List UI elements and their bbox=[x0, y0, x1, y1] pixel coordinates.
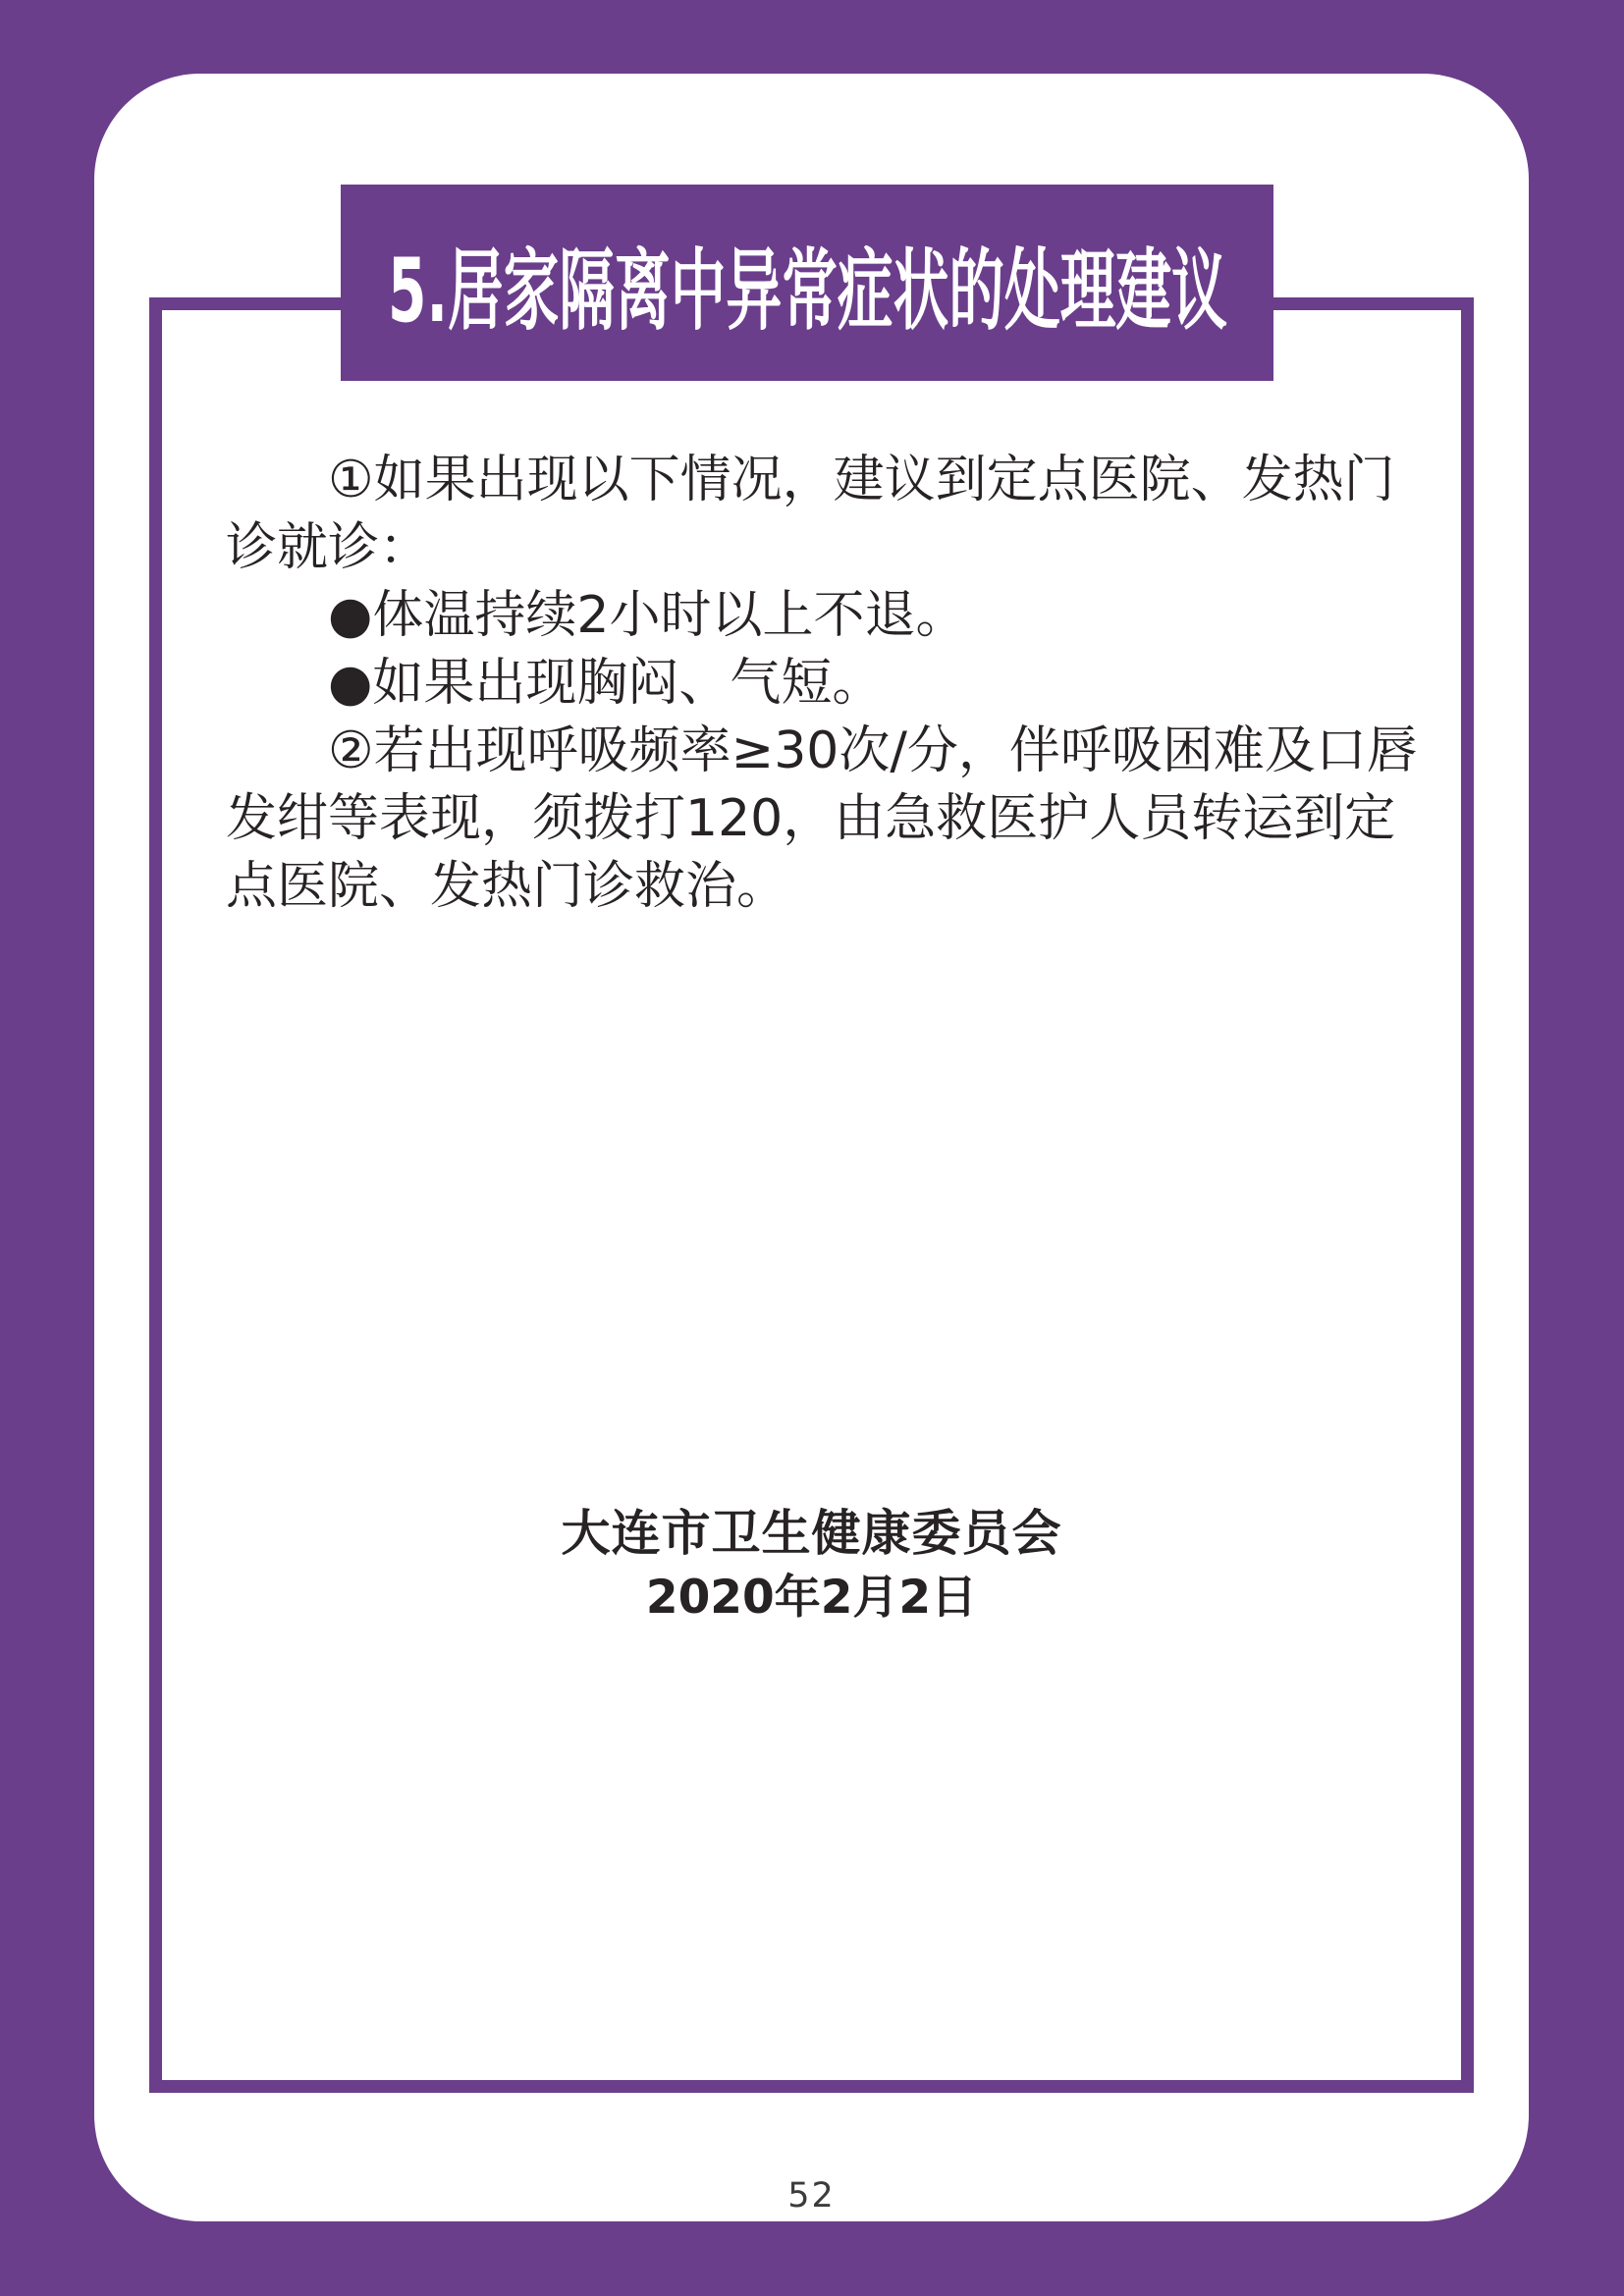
page-number: 52 bbox=[787, 2176, 836, 2216]
content-card bbox=[94, 74, 1529, 2221]
text-line: ②若出现呼吸频率≥30次/分，伴呼吸困难及口唇 bbox=[328, 721, 1418, 780]
text-line: 发绀等表现，须拨打120，由急救医护人员转运到定 bbox=[226, 789, 1396, 848]
section-title: 5.居家隔离中异常症状的处理建议 bbox=[387, 240, 1227, 343]
signature-org: 大连市卫生健康委员会 bbox=[561, 1505, 1062, 1562]
text-line: 诊就诊： bbox=[226, 518, 431, 577]
text-line: ①如果出现以下情况，建议到定点医院、发热门 bbox=[328, 451, 1395, 509]
text-line: ●体温持续2小时以上不退。 bbox=[328, 586, 967, 645]
body-text-block bbox=[226, 447, 1443, 921]
signature-date: 2020年2月2日 bbox=[645, 1571, 978, 1625]
text-line: 点医院、发热门诊救治。 bbox=[226, 857, 788, 916]
signature-block bbox=[149, 1501, 1474, 1630]
text-line: ●如果出现胸闷、气短。 bbox=[328, 654, 884, 713]
section-header-banner bbox=[341, 185, 1273, 381]
